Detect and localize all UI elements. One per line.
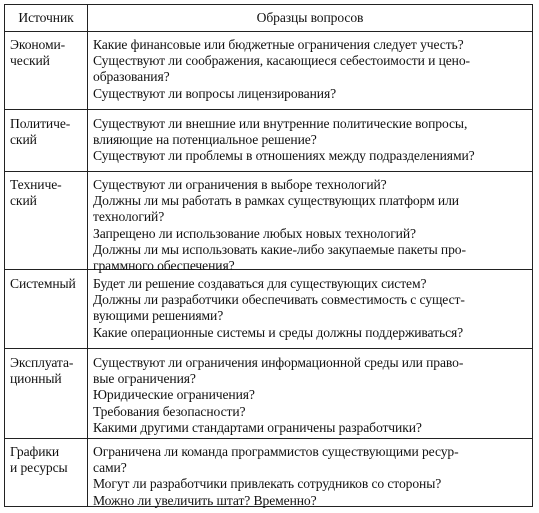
row-questions: Существуют ли ограничения информационной среды или право- вые ограничения? Юридические ограничения? Требования безопасности? Какими другими стандартами ограничены разработчики?	[93, 355, 464, 435]
row-questions: Существуют ли ограничения в выборе технологий? Должны ли мы работать в рамках существующих платформ или технологий? Запрещено ли использование любых новых технологий? Должны ли мы использовать какие-либо закупаемые пакеты про- граммного обеспечения?	[93, 177, 466, 274]
row-questions: Будет ли решение создаваться для существующих систем? Должны ли разработчики обеспечивать совместимость с сущест- вующими решениями? Какие операционные системы и среды должны поддерживаться?	[93, 276, 465, 340]
row-divider	[5, 171, 532, 172]
row-questions: Существуют ли внешние или внутренние политические вопросы, влияющие на потенциальное решение? Существуют ли проблемы в отношениях между подразделениями?	[93, 116, 475, 164]
header-divider	[5, 31, 532, 32]
row-source: Системный	[10, 276, 76, 291]
constraints-table	[4, 4, 533, 507]
column-divider	[87, 5, 88, 506]
row-questions: Какие финансовые или бюджетные ограничения следует учесть? Существуют ли соображения, касающиеся себестоимости и цено- образования? Существуют ли вопросы лицензирования?	[93, 37, 470, 101]
row-source: Графики и ресурсы	[10, 444, 68, 476]
header-questions: Образцы вопросов	[256, 10, 364, 25]
row-source: Экономи- ческий	[10, 37, 66, 69]
row-divider	[5, 348, 532, 349]
row-questions: Ограничена ли команда программистов существующими ресур- сами? Могут ли разработчики привлекать сотрудников со стороны? Можно ли увеличить штат? Временно?	[93, 444, 459, 508]
row-divider	[5, 438, 532, 439]
row-source: Политиче- ский	[10, 116, 71, 148]
row-source: Техниче- ский	[10, 177, 62, 209]
row-source: Эксплуата- ционный	[10, 355, 74, 387]
row-divider	[5, 109, 532, 110]
header-source: Источник	[18, 10, 74, 25]
